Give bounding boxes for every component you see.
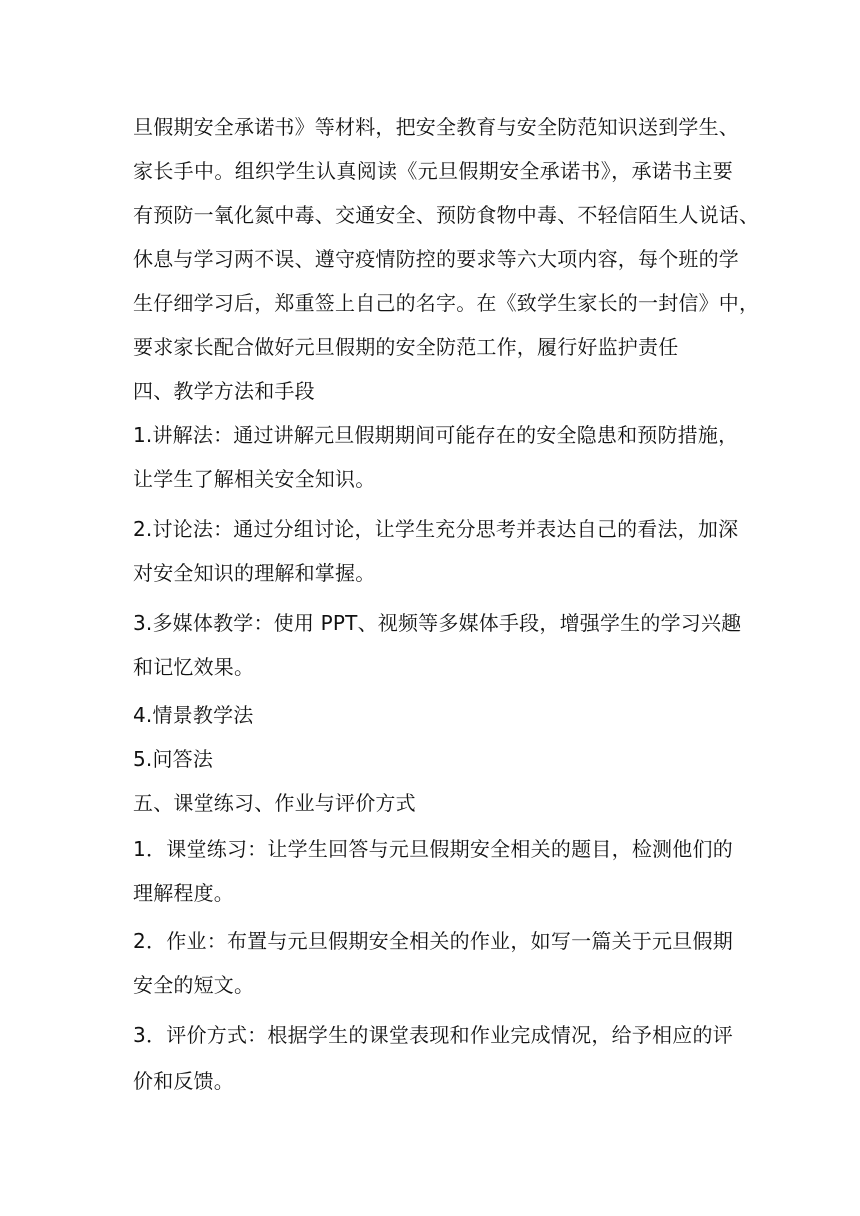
list-item-line: 理解程度。	[133, 881, 234, 905]
paragraph-line: 生仔细学习后，郑重签上自己的名字。在《致学生家长的一封信》中，	[133, 291, 760, 315]
section-heading: 五、课堂练习、作业与评价方式	[133, 791, 416, 815]
list-item-line: 4.情景教学法	[133, 703, 254, 727]
paragraph-line: 旦假期安全承诺书》等材料，把安全教育与安全防范知识送到学生、	[133, 115, 739, 139]
list-item-line: 5.问答法	[133, 747, 214, 771]
paragraph-line: 家长手中。组织学生认真阅读《元旦假期安全承诺书》，承诺书主要	[133, 159, 733, 183]
paragraph-line: 要求家长配合做好元旦假期的安全防范工作，履行好监护责任	[133, 335, 679, 359]
list-item-line: 3.多媒体教学：使用 PPT、视频等多媒体手段，增强学生的学习兴趣	[133, 611, 742, 635]
list-item-line: 2.讨论法：通过分组讨论，让学生充分思考并表达自己的看法，加深	[133, 517, 739, 541]
list-item-line: 1．课堂练习：让学生回答与元旦假期安全相关的题目，检测他们的	[133, 837, 733, 861]
paragraph-line: 有预防一氧化氮中毒、交通安全、预防食物中毒、不轻信陌生人说话、	[133, 203, 760, 227]
list-item-line: 2．作业：布置与元旦假期安全相关的作业，如写一篇关于元旦假期	[133, 929, 733, 953]
list-item-line: 价和反馈。	[133, 1069, 234, 1093]
list-item-line: 和记忆效果。	[133, 655, 255, 679]
section-heading: 四、教学方法和手段	[133, 379, 315, 403]
list-item-line: 让学生了解相关安全知识。	[133, 467, 376, 491]
list-item-line: 1.讲解法：通过讲解元旦假期期间可能存在的安全隐患和预防措施，	[133, 423, 739, 447]
list-item-line: 3．评价方式：根据学生的课堂表现和作业完成情况，给予相应的评	[133, 1023, 733, 1047]
list-item-line: 安全的短文。	[133, 973, 255, 997]
list-item-line: 对安全知识的理解和掌握。	[133, 561, 376, 585]
paragraph-line: 休息与学习两不误、遵守疫情防控的要求等六大项内容，每个班的学	[133, 247, 739, 271]
